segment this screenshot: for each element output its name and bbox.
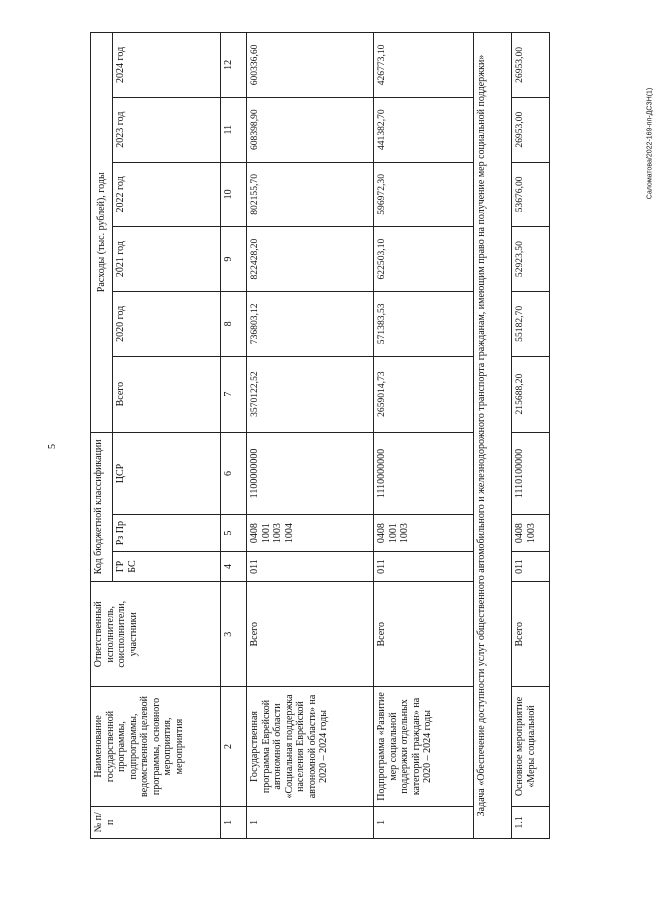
header-2022: 2022 год	[113, 162, 221, 227]
table-row	[512, 33, 550, 839]
row-total: 3570122,52	[247, 356, 374, 432]
row-total: 215688,20	[512, 356, 550, 432]
row-grbs: 011	[374, 551, 474, 581]
row-executor: Всего	[374, 582, 474, 687]
page-number: 5	[47, 444, 58, 449]
col-num-12: 12	[221, 33, 247, 98]
row-num: 1	[374, 806, 474, 838]
column-number-row	[221, 33, 247, 839]
row-csr: 1100000000	[247, 432, 374, 515]
row-2020: 736803,12	[247, 291, 374, 356]
header-num: № п/п	[91, 806, 221, 838]
row-2022: 802155,70	[247, 162, 374, 227]
row-2021: 622503,10	[374, 227, 474, 292]
header-budget-code: Код бюджетной классификации	[91, 432, 113, 582]
row-num: 1	[247, 806, 374, 838]
row-rzpr: 0408 1001 1003	[374, 515, 474, 551]
budget-table	[90, 32, 550, 839]
row-csr: 1110100000	[512, 432, 550, 515]
header-grbs: ГР БС	[113, 551, 221, 581]
col-num-8: 8	[221, 291, 247, 356]
header-row-1	[91, 33, 113, 839]
row-rzpr: 0408 1003	[512, 515, 550, 551]
rotated-table-container	[90, 32, 550, 839]
header-rzpr: Рз Пр	[113, 515, 221, 551]
header-csr: ЦСР	[113, 432, 221, 515]
row-executor: Всего	[512, 582, 550, 687]
row-total: 2659014,73	[374, 356, 474, 432]
row-name: Государственная программа Еврейской автономной области «Социальная поддержка населения Еврейской автономной области» на 2020 – 2024 годы	[247, 687, 374, 806]
row-name: Основное мероприятие «Меры социальной	[512, 687, 550, 806]
row-2021: 822428,20	[247, 227, 374, 292]
header-2023: 2023 год	[113, 97, 221, 162]
row-grbs: 011	[512, 551, 550, 581]
task-text: Задача «Обеспечение доступности услуг общественного автомобильного и железнодорожного транспорта гражданам, имеющим право на получение мер социальной поддержки»	[474, 33, 512, 839]
col-num-5: 5	[221, 515, 247, 551]
document-code: Саломатова/2022-169-пп-ДСЗН(1)	[646, 87, 654, 200]
header-total: Всего	[113, 356, 221, 432]
header-2024: 2024 год	[113, 33, 221, 98]
table-row	[247, 33, 374, 839]
col-num-7: 7	[221, 356, 247, 432]
header-executor: Ответственный исполнитель, соисполнители, участники	[91, 582, 221, 687]
col-num-11: 11	[221, 97, 247, 162]
row-name: Подпрограмма «Развитие мер социальной поддержки отдельных категорий граждан» на 2020 – 2024 годы	[374, 687, 474, 806]
header-2020: 2020 год	[113, 291, 221, 356]
task-row	[474, 33, 512, 839]
col-num-1: 1	[221, 806, 247, 838]
row-2024: 426773,10	[374, 33, 474, 98]
col-num-2: 2	[221, 687, 247, 806]
col-num-6: 6	[221, 432, 247, 515]
rotated-table-inner	[90, 32, 550, 839]
col-num-9: 9	[221, 227, 247, 292]
row-2021: 52923,50	[512, 227, 550, 292]
row-num: 1.1	[512, 806, 550, 838]
col-num-3: 3	[221, 582, 247, 687]
row-2020: 55182,70	[512, 291, 550, 356]
row-2024: 600336,60	[247, 33, 374, 98]
row-grbs: 011	[247, 551, 374, 581]
row-2022: 53676,00	[512, 162, 550, 227]
header-name: Наименование государственной программы, подпрограммы, ведомственной целевой программы, основного мероприятия, мероприятия	[91, 687, 221, 806]
row-2023: 608398,90	[247, 97, 374, 162]
table-row	[374, 33, 474, 839]
row-rzpr: 0408 1001 1003 1004	[247, 515, 374, 551]
row-csr: 1110000000	[374, 432, 474, 515]
row-2024: 26953,00	[512, 33, 550, 98]
row-2020: 571383,53	[374, 291, 474, 356]
row-executor: Всего	[247, 582, 374, 687]
header-expenses: Расходы (тыс. рублей), годы	[91, 33, 113, 433]
header-2021: 2021 год	[113, 227, 221, 292]
row-2023: 441382,70	[374, 97, 474, 162]
col-num-4: 4	[221, 551, 247, 581]
row-2022: 596972,30	[374, 162, 474, 227]
col-num-10: 10	[221, 162, 247, 227]
row-2023: 26953,00	[512, 97, 550, 162]
